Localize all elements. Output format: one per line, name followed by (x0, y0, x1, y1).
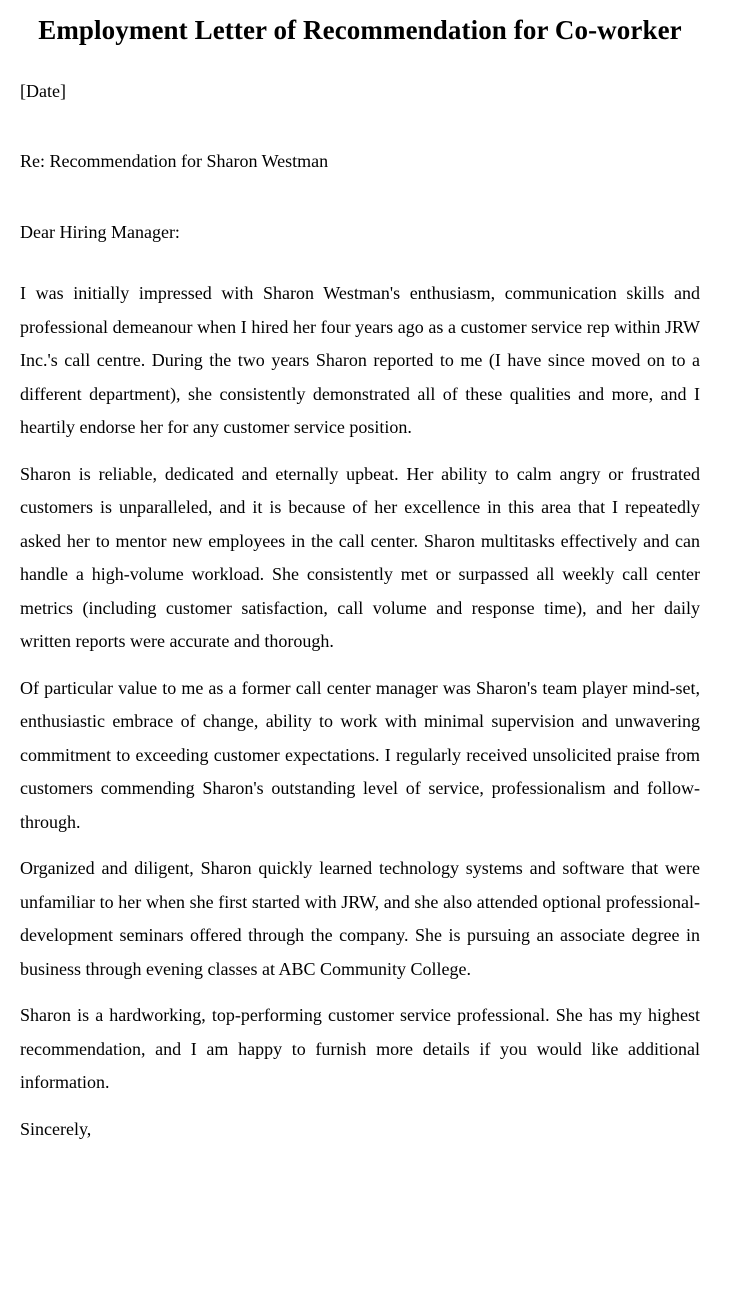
date-placeholder: [Date] (20, 81, 66, 101)
body-paragraph-1: I was initially impressed with Sharon Westman's enthusiasm, communication skills and professional demeanour when I hired her four years ago as a customer service rep within JRW Inc.'s call centre. During the two years Sharon reported to me (I have since moved on to a different department), she consistently demonstrated all of these qualities and more, and I heartily endorse her for any customer service position. (20, 283, 700, 437)
body-paragraph-2: Sharon is reliable, dedicated and eternally upbeat. Her ability to calm angry or frustrated customers is unparalleled, and it is because of her excellence in this area that I repeatedly asked her to mentor new employees in the call center. Sharon multitasks effectively and can handle a high-volume workload. She consistently met or surpassed all weekly call center metrics (including customer satisfaction, call volume and response time), and her daily written reports were accurate and thorough. (20, 463, 700, 651)
body-paragraph-4: Organized and diligent, Sharon quickly learned technology systems and software that were unfamiliar to her when she first started with JRW, and she also attended optional professional-development seminars offered through the company. She is pursuing an associate degree in business through evening classes at ABC Community College. (20, 858, 700, 979)
subject-line: Re: Recommendation for Sharon Westman (20, 151, 329, 171)
salutation: Dear Hiring Manager: (20, 222, 180, 242)
body-paragraph-5: Sharon is a hardworking, top-performing customer service professional. She has my highest recommendation, and I am happy to furnish more details if you would like additional information. (20, 1005, 700, 1092)
closing-salutation: Sincerely, (20, 1118, 92, 1139)
page-title: Employment Letter of Recommendation for Co-worker (38, 15, 682, 45)
body-paragraph-3: Of particular value to me as a former call center manager was Sharon's team player mind-set, enthusiastic embrace of change, ability to work with minimal supervision and unwavering commitment to exceeding customer expectations. I regularly received unsolicited praise from customers commending Sharon's outstanding level of service, professionalism and follow-through. (20, 677, 700, 832)
